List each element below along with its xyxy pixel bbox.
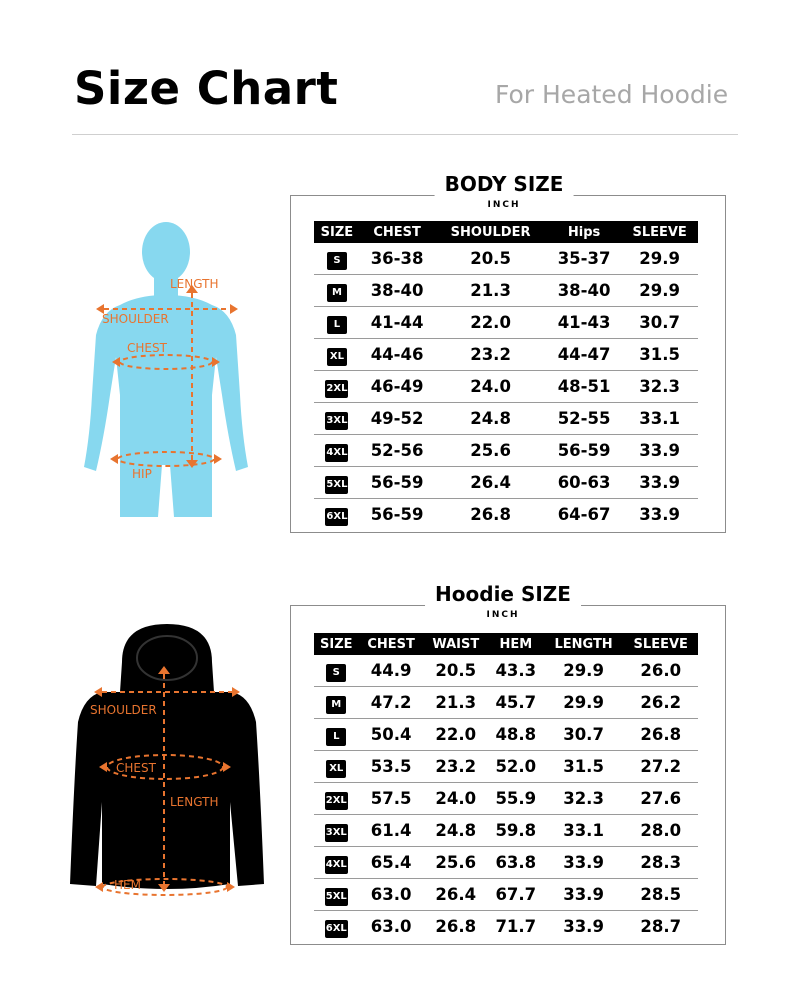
size-badge: 2XL	[325, 380, 348, 398]
table-cell: 32.3	[621, 371, 698, 403]
table-cell: 64-67	[557, 505, 611, 524]
table-cell: 52-55	[547, 403, 621, 435]
table-cell: 71.7	[495, 917, 537, 936]
table-cell: 63.0	[370, 917, 412, 936]
table-row	[314, 879, 698, 911]
size-cell	[314, 499, 360, 531]
page-subtitle: For Heated Hoodie	[495, 80, 729, 109]
table-cell: 26.8	[470, 505, 511, 524]
size-badge: 5XL	[325, 476, 348, 494]
body-size-unit: INCH	[487, 200, 521, 210]
table-cell: 50.4	[359, 719, 424, 751]
size-badge: 2XL	[325, 792, 348, 810]
table-cell: 38-40	[360, 275, 434, 307]
table-row	[314, 687, 698, 719]
table-cell: 20.5	[434, 243, 547, 275]
table-row	[314, 655, 698, 687]
table-cell: 26.4	[434, 467, 547, 499]
table-cell: 35-37	[547, 243, 621, 275]
size-badge: 6XL	[325, 508, 348, 526]
table-cell: 49-52	[360, 403, 434, 435]
table-cell: 63.0	[359, 879, 424, 911]
hoodie-size-table	[314, 633, 698, 942]
size-cell	[314, 911, 359, 943]
size-cell	[314, 687, 359, 719]
table-cell: 28.7	[640, 917, 682, 936]
hoodie-size-unit: INCH	[486, 610, 520, 620]
table-cell: 56-59	[547, 435, 621, 467]
size-badge: 3XL	[325, 824, 348, 842]
table-cell: 24.0	[424, 783, 488, 815]
size-cell	[314, 783, 359, 815]
table-cell: 28.3	[623, 847, 698, 879]
size-badge: L	[326, 728, 346, 746]
table-cell: 26.0	[623, 655, 698, 687]
table-cell: 33.9	[639, 505, 681, 524]
size-cell	[314, 719, 359, 751]
table-row	[314, 275, 698, 307]
table-cell: 29.9	[544, 655, 624, 687]
table-cell: 36-38	[360, 243, 434, 275]
table-cell: 25.6	[434, 435, 547, 467]
size-cell	[314, 879, 359, 911]
body-chest-label: CHEST	[127, 341, 167, 355]
size-cell	[314, 339, 360, 371]
table-cell: 53.5	[359, 751, 424, 783]
column-header: SIZE	[314, 633, 359, 655]
table-cell: 24.8	[434, 403, 547, 435]
table-cell: 33.9	[544, 847, 624, 879]
size-cell	[314, 371, 360, 403]
table-cell: 44-47	[547, 339, 621, 371]
table-row	[314, 847, 698, 879]
size-badge: S	[326, 664, 346, 682]
table-cell: 43.3	[488, 655, 544, 687]
hoodie-shoulder-label: SHOULDER	[90, 703, 157, 717]
table-cell: 27.6	[623, 783, 698, 815]
hoodie-chest-label: CHEST	[116, 761, 156, 775]
column-header: SHOULDER	[434, 221, 547, 243]
table-cell: 24.8	[424, 815, 488, 847]
hoodie-hem-label: HEM	[114, 878, 141, 892]
table-cell: 52.0	[488, 751, 544, 783]
table-cell: 31.5	[621, 339, 698, 371]
table-cell: 41-44	[360, 307, 434, 339]
size-badge: 4XL	[325, 856, 348, 874]
table-row	[314, 243, 698, 275]
size-cell	[314, 815, 359, 847]
table-cell: 48-51	[547, 371, 621, 403]
table-row	[314, 815, 698, 847]
table-cell: 31.5	[544, 751, 624, 783]
column-header: LENGTH	[544, 633, 624, 655]
size-badge: 5XL	[325, 888, 348, 906]
table-cell: 44.9	[359, 655, 424, 687]
table-row	[314, 307, 698, 339]
table-row	[314, 911, 698, 943]
table-cell: 65.4	[359, 847, 424, 879]
column-header: Hips	[547, 221, 621, 243]
column-header: WAIST	[424, 633, 488, 655]
table-cell: 33.9	[544, 879, 624, 911]
body-size-table	[314, 221, 698, 530]
hoodie-length-label: LENGTH	[170, 795, 219, 809]
table-cell: 26.8	[623, 719, 698, 751]
table-cell: 22.0	[434, 307, 547, 339]
size-badge: 4XL	[325, 444, 348, 462]
table-row	[314, 783, 698, 815]
table-cell: 21.3	[424, 687, 488, 719]
size-cell	[314, 243, 360, 275]
column-header: CHEST	[360, 221, 434, 243]
table-cell: 44-46	[360, 339, 434, 371]
table-cell: 26.4	[424, 879, 488, 911]
table-cell: 23.2	[434, 339, 547, 371]
column-header: SLEEVE	[623, 633, 698, 655]
table-cell: 63.8	[488, 847, 544, 879]
size-badge: M	[326, 696, 346, 714]
table-cell: 27.2	[623, 751, 698, 783]
size-cell	[314, 403, 360, 435]
table-cell: 52-56	[360, 435, 434, 467]
table-cell: 56-59	[360, 467, 434, 499]
table-cell: 30.7	[621, 307, 698, 339]
table-cell: 22.0	[424, 719, 488, 751]
body-hip-label: HIP	[132, 467, 152, 481]
table-row	[314, 499, 698, 531]
table-cell: 56-59	[370, 505, 424, 524]
size-badge: S	[327, 252, 347, 270]
table-cell: 29.9	[621, 243, 698, 275]
table-cell: 28.5	[623, 879, 698, 911]
size-badge: L	[327, 316, 347, 334]
table-row	[314, 467, 698, 499]
table-cell: 61.4	[359, 815, 424, 847]
body-silhouette-icon	[80, 215, 265, 520]
table-cell: 29.9	[621, 275, 698, 307]
size-cell	[314, 467, 360, 499]
table-cell: 33.9	[621, 467, 698, 499]
column-header: SIZE	[314, 221, 360, 243]
table-cell: 29.9	[544, 687, 624, 719]
table-row	[314, 751, 698, 783]
size-badge: M	[327, 284, 347, 302]
table-row	[314, 403, 698, 435]
table-cell: 67.7	[488, 879, 544, 911]
size-cell	[314, 847, 359, 879]
table-cell: 33.9	[621, 435, 698, 467]
hoodie-icon	[62, 622, 272, 904]
size-badge: 6XL	[325, 920, 348, 938]
table-cell: 24.0	[434, 371, 547, 403]
table-cell: 41-43	[547, 307, 621, 339]
body-shoulder-label: SHOULDER	[102, 312, 169, 326]
table-cell: 48.8	[488, 719, 544, 751]
size-cell	[314, 275, 360, 307]
table-cell: 38-40	[547, 275, 621, 307]
size-badge: XL	[326, 760, 346, 778]
table-cell: 23.2	[424, 751, 488, 783]
table-cell: 46-49	[360, 371, 434, 403]
table-cell: 32.3	[544, 783, 624, 815]
table-cell: 26.8	[435, 917, 477, 936]
size-cell	[314, 751, 359, 783]
table-cell: 20.5	[424, 655, 488, 687]
table-row	[314, 719, 698, 751]
hoodie-size-title: Hoodie SIZE	[425, 582, 581, 606]
body-length-label: LENGTH	[170, 277, 219, 291]
table-cell: 26.2	[623, 687, 698, 719]
table-cell: 33.1	[621, 403, 698, 435]
column-header: SLEEVE	[621, 221, 698, 243]
table-cell: 45.7	[488, 687, 544, 719]
table-cell: 25.6	[424, 847, 488, 879]
table-row	[314, 435, 698, 467]
table-cell: 30.7	[544, 719, 624, 751]
table-cell: 57.5	[359, 783, 424, 815]
size-cell	[314, 655, 359, 687]
table-cell: 28.0	[623, 815, 698, 847]
size-badge: XL	[327, 348, 347, 366]
size-cell	[314, 307, 360, 339]
table-cell: 55.9	[488, 783, 544, 815]
table-cell: 47.2	[359, 687, 424, 719]
table-cell: 21.3	[434, 275, 547, 307]
page-title: Size Chart	[74, 62, 339, 115]
column-header: HEM	[488, 633, 544, 655]
size-cell	[314, 435, 360, 467]
table-row	[314, 371, 698, 403]
column-header: CHEST	[359, 633, 424, 655]
table-cell: 60-63	[547, 467, 621, 499]
table-cell: 33.1	[544, 815, 624, 847]
table-cell: 59.8	[488, 815, 544, 847]
table-row	[314, 339, 698, 371]
table-cell: 33.9	[563, 917, 604, 936]
size-badge: 3XL	[325, 412, 348, 430]
body-size-title: BODY SIZE	[435, 172, 574, 196]
header-divider	[72, 134, 738, 135]
